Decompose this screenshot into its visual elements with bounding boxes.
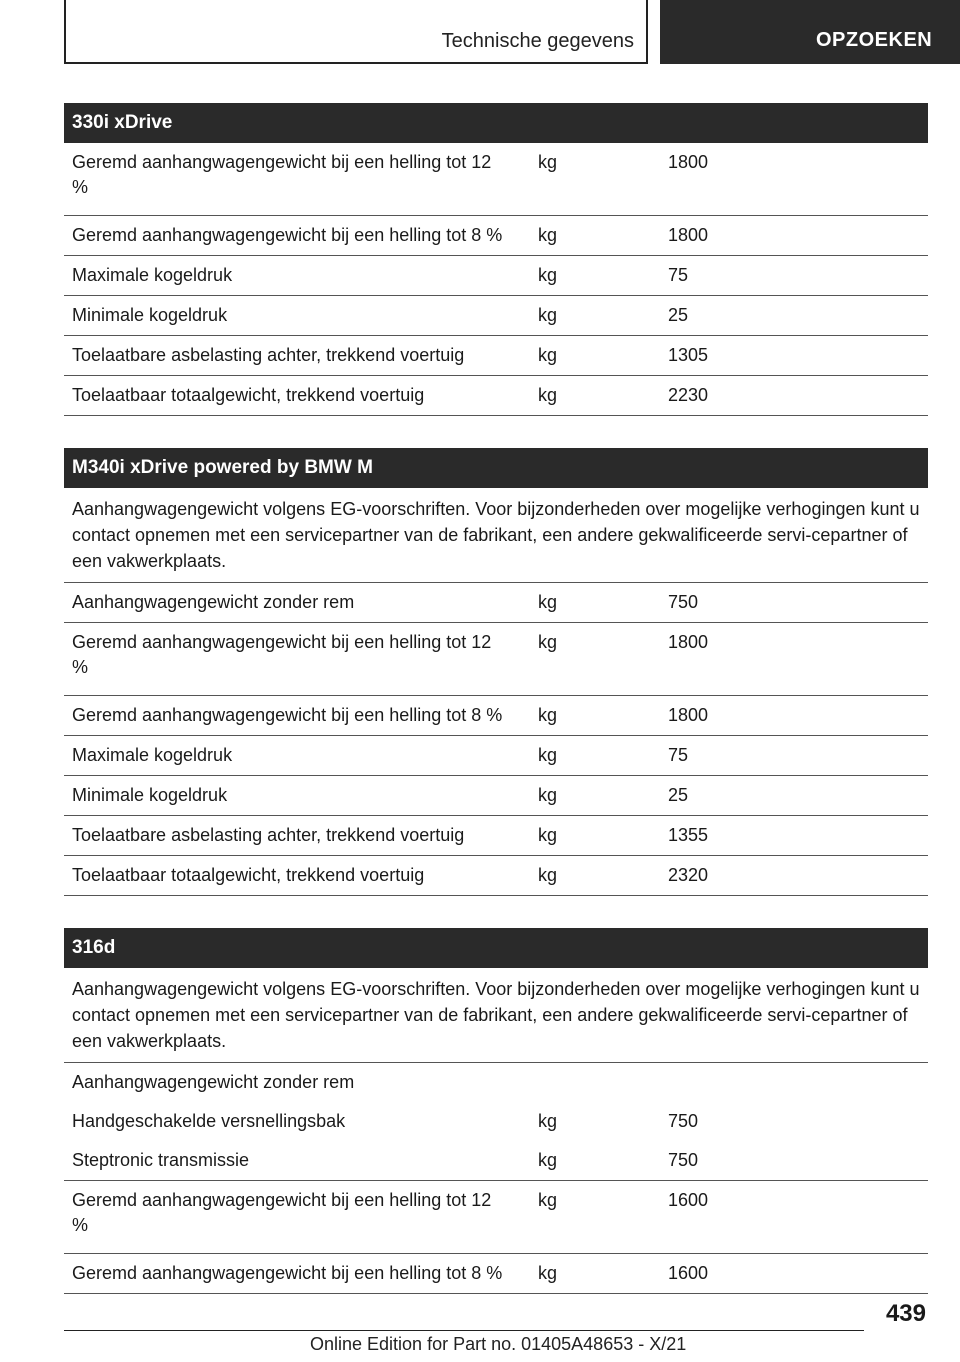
- spec-section-330i: [64, 103, 928, 416]
- page-number: 439: [885, 1300, 926, 1327]
- row-unit: kg: [538, 305, 558, 325]
- row-unit: kg: [538, 152, 558, 172]
- row-unit: kg: [538, 385, 558, 405]
- row-value: 25: [668, 305, 689, 325]
- spec-section-m340i: [64, 448, 928, 896]
- table-row: [64, 143, 928, 216]
- row-unit: kg: [538, 632, 558, 652]
- row-label: Minimale kogeldruk: [72, 305, 228, 325]
- row-label: Toelaatbaar totaalgewicht, trekkend voertuig: [72, 865, 425, 885]
- row-unit: kg: [538, 1190, 558, 1210]
- row-value: 2320: [668, 865, 709, 885]
- table-row: [64, 816, 928, 856]
- table-row: [64, 336, 928, 376]
- row-label: Steptronic transmissie: [72, 1150, 250, 1170]
- row-unit: kg: [538, 345, 558, 365]
- table-row: [64, 583, 928, 623]
- tab-opzoeken[interactable]: [660, 0, 960, 64]
- row-value: 750: [668, 1150, 699, 1170]
- row-unit: kg: [538, 225, 558, 245]
- footer-edition: Online Edition for Part no. 01405A48653 - X/21: [310, 1334, 687, 1354]
- row-unit: kg: [538, 825, 558, 845]
- table-row: [64, 776, 928, 816]
- row-label: Geremd aanhangwagengewicht bij een helling tot 12 %: [72, 1190, 492, 1235]
- row-label: Minimale kogeldruk: [72, 785, 228, 805]
- row-value: 1305: [668, 345, 709, 365]
- table-row: [64, 623, 928, 696]
- row-label: Handgeschakelde versnellingsbak: [72, 1111, 346, 1131]
- table-row: [64, 856, 928, 896]
- table-row: [64, 1141, 928, 1181]
- row-label: Geremd aanhangwagengewicht bij een helling tot 8 %: [72, 225, 503, 245]
- row-unit: kg: [538, 1150, 558, 1170]
- row-unit: kg: [538, 1111, 558, 1131]
- row-value: 1800: [668, 225, 709, 245]
- row-unit: kg: [538, 745, 558, 765]
- row-label: Maximale kogeldruk: [72, 745, 233, 765]
- table-row: [64, 1063, 928, 1102]
- row-label: Toelaatbare asbelasting achter, trekkend voertuig: [72, 345, 465, 365]
- table-row: [64, 216, 928, 256]
- row-label: Geremd aanhangwagengewicht bij een helling tot 8 %: [72, 705, 503, 725]
- row-unit: kg: [538, 265, 558, 285]
- row-value: 1600: [668, 1263, 709, 1283]
- row-unit: kg: [538, 592, 558, 612]
- row-value: 1800: [668, 632, 709, 652]
- section-intro: Aanhangwagengewicht volgens EG-voorschriften. Voor bijzonderheden over mogelijke verhogingen kunt u contact opnemen met een servicepartner van de fabrikant, een andere gekwalificeerde servi-cepartner of een vakwerkplaats.: [64, 968, 928, 1063]
- row-value: [668, 1070, 928, 1095]
- row-label: Geremd aanhangwagengewicht bij een helling tot 12 %: [72, 152, 492, 197]
- section-heading: M340i xDrive powered by BMW M: [64, 448, 928, 488]
- row-label: Toelaatbaar totaalgewicht, trekkend voertuig: [72, 385, 425, 405]
- row-value: 75: [668, 745, 689, 765]
- table-row: [64, 1102, 928, 1141]
- table-row: [64, 376, 928, 416]
- row-label: Aanhangwagengewicht zonder rem: [72, 1072, 355, 1092]
- section-heading: 330i xDrive: [64, 103, 928, 143]
- spec-section-316d: [64, 928, 928, 1294]
- row-unit: kg: [538, 865, 558, 885]
- row-value: 2230: [668, 385, 709, 405]
- table-row: [64, 1254, 928, 1294]
- table-row: [64, 696, 928, 736]
- row-value: 750: [668, 1111, 699, 1131]
- row-value: 1800: [668, 152, 709, 172]
- spec-content: [64, 103, 928, 1326]
- footer-divider: [64, 1330, 864, 1331]
- table-row: [64, 296, 928, 336]
- row-label: Geremd aanhangwagengewicht bij een helling tot 8 %: [72, 1263, 503, 1283]
- tab-opzoeken-label: OPZOEKEN: [816, 29, 933, 51]
- row-label: Maximale kogeldruk: [72, 265, 233, 285]
- header-section-box: [64, 0, 648, 64]
- table-row: [64, 256, 928, 296]
- header-section-title: Technische gegevens: [441, 30, 634, 52]
- row-unit: kg: [538, 705, 558, 725]
- row-value: 1355: [668, 825, 709, 845]
- row-value: 750: [668, 592, 699, 612]
- row-unit: kg: [538, 785, 558, 805]
- row-value: 25: [668, 785, 689, 805]
- row-unit: kg: [538, 1263, 558, 1283]
- row-label: Aanhangwagengewicht zonder rem: [72, 592, 355, 612]
- row-unit: [538, 1070, 668, 1095]
- section-intro: Aanhangwagengewicht volgens EG-voorschriften. Voor bijzonderheden over mogelijke verhogingen kunt u contact opnemen met een servicepartner van de fabrikant, een andere gekwalificeerde servi-cepartner of een vakwerkplaats.: [64, 488, 928, 583]
- row-value: 1800: [668, 705, 709, 725]
- row-value: 75: [668, 265, 689, 285]
- row-label: Geremd aanhangwagengewicht bij een helling tot 12 %: [72, 632, 492, 677]
- row-label: Toelaatbare asbelasting achter, trekkend voertuig: [72, 825, 465, 845]
- table-row: [64, 736, 928, 776]
- section-heading: 316d: [64, 928, 928, 968]
- row-value: 1600: [668, 1190, 709, 1210]
- table-row: [64, 1181, 928, 1254]
